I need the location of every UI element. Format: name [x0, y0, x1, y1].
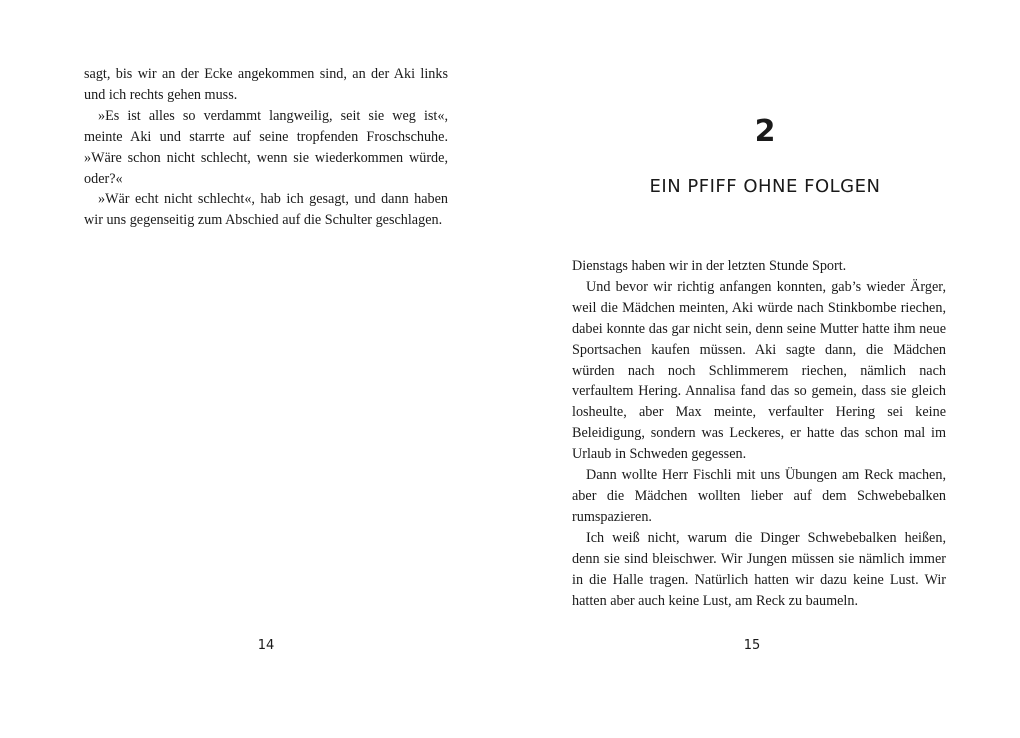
paragraph: Und bevor wir richtig anfangen konnten, gab’s wieder Ärger, weil die Mädchen meinten, Aki würde nach Stinkbombe riechen, dabei konnte das gar nicht sein, denn seine Mutter hatte ihm neue Sportsachen kaufen müssen. Aki sagte dann, die Mädchen würden nach noch Schlimmerem riechen, nämlich nach verfaultem Hering. Annalisa fand das so gemein, dass sie gleich losheulte, aber Max meinte, verfaulter Hering sei keine Beleidigung, sondern was Leckeres, er hatte das schon mal im Urlaub in Schweden gegessen.: [572, 278, 946, 463]
paragraph: »Wär echt nicht schlecht«, hab ich gesagt, und dann haben wir uns gegenseitig zum Abschied auf die Schulter geschlagen.: [84, 191, 448, 229]
page-number-left: 14: [257, 638, 275, 653]
paragraph: Ich weiß nicht, warum die Dinger Schwebebalken heißen, denn sie sind bleischwer. Wir Jungen müssen sie nämlich immer in die Halle tragen. Natürlich hatten wir dazu keine Lust. Wir hatten aber auch keine Lust, am Reck zu baumeln.: [572, 529, 946, 609]
right-page: [510, 0, 1020, 738]
paragraph: »Es ist alles so verdammt langweilig, seit sie weg ist«, meinte Aki und starrte auf seine tropfenden Froschschuhe. »Wäre schon nicht schlecht, wenn sie wiederkommen würde, oder?«: [84, 107, 448, 187]
chapter-title: EIN PFIFF OHNE FOLGEN: [649, 176, 881, 197]
paragraph: Dann wollte Herr Fischli mit uns Übungen am Reck machen, aber die Mädchen wollten lieber auf dem Schwebebalken rumspazieren.: [572, 467, 946, 525]
left-page-body: [84, 64, 448, 231]
chapter-number: 2: [754, 114, 776, 149]
page-number-right: 15: [743, 638, 761, 653]
right-page-body: [572, 256, 946, 611]
paragraph: sagt, bis wir an der Ecke angekommen sind, an der Aki links und ich rechts gehen muss.: [84, 66, 448, 103]
paragraph: Dienstags haben wir in der letzten Stunde Sport.: [572, 258, 847, 274]
